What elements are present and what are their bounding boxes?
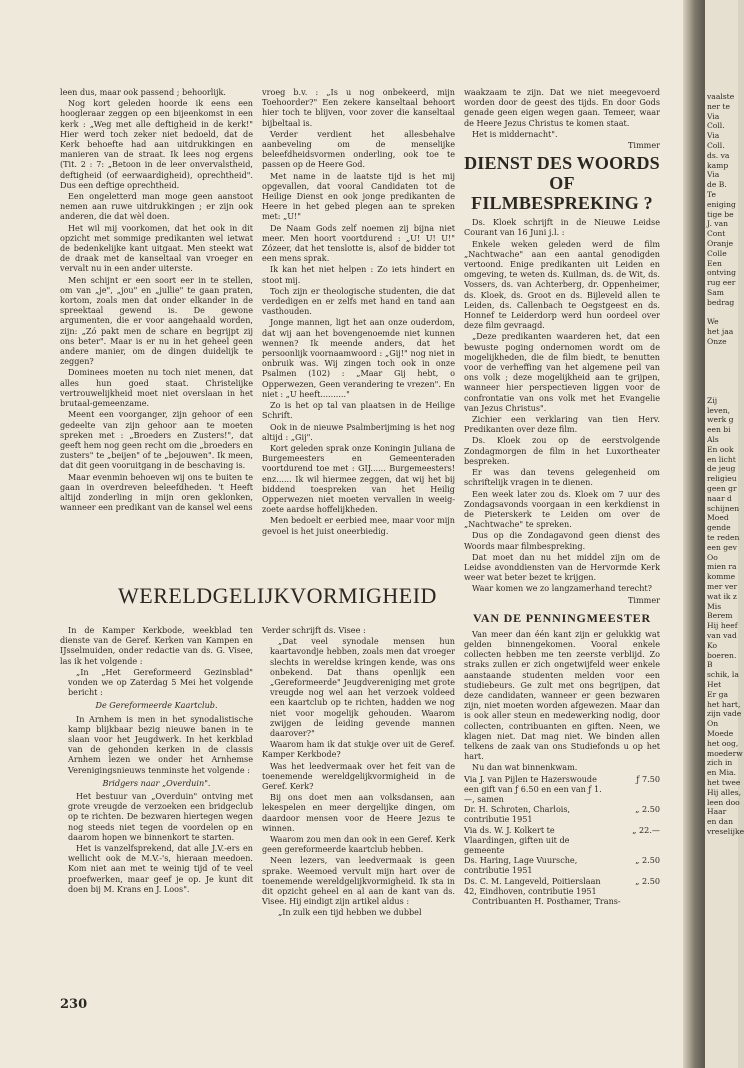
next-page-fragment: Het — [707, 680, 722, 689]
next-page-fragment: een bi — [707, 425, 731, 435]
next-page-fragment: en dan — [707, 817, 734, 827]
paragraph: Men schijnt er een soort eer in te stellen, om van „je", „jou" en „jullie" te gaan praten, kortom, zoals men dat onder elkander in de spreektaal gewend is. De gewone argumenten, die er voor aangehaald worden, zijn: „Zó pakt men de schare en begrijpt zij ons beter". Maar is er nu in het geheel geen andere manier, om de dingen duidelijk te zeggen? — [60, 274, 253, 367]
next-page-fragment: schik, la — [707, 670, 739, 680]
paragraph: Maar evenmin behoeven wij ons te buiten te gaan in overdreven beleefdheden. 't Heeft altijd zonderling in mijn oren geklonken, wanneer een predikant van de kansel wel eens — [60, 471, 253, 513]
paragraph: Zo is het op tal van plaatsen in de Heilige Schrift. — [262, 400, 455, 421]
next-page-fragment: Oo — [707, 552, 718, 562]
next-page-fragment: En ook — [707, 444, 734, 454]
next-page-fragment: komme — [707, 572, 736, 582]
next-page-fragment: Cont — [707, 229, 726, 239]
article-headline-wereldgelijkvormigheid: WERELDGELIJKVORMIGHEID — [118, 583, 437, 608]
ledger-amount: „ 2.50 — [635, 855, 660, 866]
next-page-fragment: ds. va — [707, 150, 730, 160]
next-page-fragment: wat ik z — [707, 591, 737, 601]
next-page-fragment: en Mia. — [707, 768, 736, 778]
next-page-fragment: moederw — [707, 748, 743, 758]
paragraph: Waar komen we zo langzamerhand terecht? — [472, 583, 653, 594]
ledger-description: Ds. Haring, Lage Vuursche, contributie 1951 — [464, 855, 578, 876]
ledger-description: Via ds. W. J. Kolkert te Vlaardingen, giften uit de gemeente — [464, 824, 570, 855]
paragraph: Neen lezers, van leedvermaak is geen sprake. Weemoed vervult mijn hart over de toenemende wereldgelijkvormigheid. Ik sta in dit opzicht geheel en al aan de kant van ds. Visee. Hij eindigt zijn artikel aldus : — [262, 855, 455, 907]
column-1-bottom — [60, 625, 253, 983]
next-page-fragment: en licht — [707, 454, 736, 464]
ledger-description: Dr. H. Schroten, Charlois, contributie 1951 — [464, 804, 571, 825]
paragraph: Waarom ham ik dat stukje over uit de Geref. Kamper Kerkbode? — [262, 739, 455, 760]
paragraph: Zichier een verklaring van tien Herv. Predikanten over deze film. — [464, 414, 660, 435]
donation-ledger — [464, 774, 660, 896]
paragraph: vroeg b.v. : „Is u nog onbekeerd, mijn Toehoorder?" Een zekere kanseltaal behoort hier toch te blijven, voor zover die kanseltaal bijbeltaal is. — [262, 87, 455, 128]
ledger-amount: ƒ 7.50 — [636, 773, 660, 784]
paragraph: Men bedoelt er eerbied mee, maar voor mijn gevoel is het juist oneerbiedig. — [262, 515, 455, 536]
next-page-fragment: te reden — [707, 533, 740, 542]
ledger-row — [464, 774, 660, 805]
paragraph: Ik kan het niet helpen : Zo iets hindert en stoot mij. — [262, 264, 455, 285]
next-page-fragment: We — [707, 317, 719, 327]
column-3 — [464, 87, 660, 987]
next-page-fragment: Via — [707, 131, 720, 141]
next-page-edge — [705, 0, 744, 1068]
next-page-fragment: werk g — [707, 415, 734, 425]
paragraph: Waarom zou men dan ook in een Geref. Kerk geen gereformeerde kaartclub hebben. — [262, 834, 455, 855]
next-page-fragment: Via — [707, 170, 720, 180]
paragraph: Was het leedvermaak over het feit van de toenemende wereldgelijkvormigheid in de Geref. Kerk? — [262, 760, 455, 792]
next-page-fragment: Zij — [707, 395, 718, 405]
paragraph: Nu dan wat binnenkwam. — [472, 762, 578, 773]
next-page-fragment: Moede — [707, 729, 734, 738]
column-2-bottom — [262, 625, 455, 983]
paragraph: Er was dan tevens gelegenheid om schriftelijk vragen in te dienen. — [464, 467, 660, 488]
ledger-row — [464, 876, 660, 896]
next-page-fragment: Sam — [707, 288, 724, 297]
next-page-fragment: gende — [707, 523, 731, 533]
next-page-fragment: Haar — [707, 807, 727, 817]
next-page-fragment: geen gr — [707, 484, 737, 493]
next-page-fragment: leven, — [707, 405, 731, 415]
next-page-fragment: On — [707, 719, 719, 729]
column-1-top — [60, 87, 253, 551]
next-page-fragment: het twee — [707, 778, 741, 787]
next-page-fragment: rug eer — [707, 278, 736, 288]
paragraph: Bij ons doet men aan volksdansen, aan lekespelen en meer dergelijke dingen, om daardoor mensen voor de Heere Jezus te winnen. — [262, 792, 455, 833]
ledger-row — [464, 855, 660, 875]
next-page-fragment: vaalste — [707, 92, 735, 101]
quote-paragraph: Het is vanzelfsprekend, dat alle J.V.-ers en wellicht ook de M.V.-'s, hieraan meedoen. Kom niet aan met te weinig tijd of te veel proefwerken, maar geef je op. Je kunt dit doen bij M. Krans en J. Loos". — [68, 843, 253, 894]
paragraph: Dominees moeten nu toch niet menen, dat alles hun goed staat. Christelijke vertrouwelijkheid moet niet overslaan in het brutaal-gemeenzame. — [60, 367, 253, 409]
ledger-row — [464, 825, 660, 856]
next-page-fragment: Ko — [707, 640, 718, 650]
page-number: 230 — [60, 997, 88, 1012]
next-page-fragment: het jaa — [707, 327, 734, 337]
next-page-fragment: tige be — [707, 209, 734, 219]
author-signature: Timmer — [628, 594, 660, 605]
ledger-description: Via J. van Pijlen te Hazerswoude een gift van ƒ 6.50 en een van ƒ 1.—, samen — [464, 773, 602, 804]
paragraph: Verder schrijft ds. Visee : — [262, 625, 366, 635]
next-page-fragment: mer ver — [707, 582, 738, 591]
paragraph: Ds. Kloek schrijft in de Nieuwe Leidse Courant van 16 Juni j.l. : — [464, 217, 660, 238]
next-page-fragment: Als — [707, 435, 719, 444]
next-page-fragment: B — [707, 660, 713, 670]
next-page-fragment: Te — [707, 190, 716, 199]
next-page-fragment: naar d — [707, 493, 732, 503]
next-page-fragment: Er ga — [707, 689, 728, 699]
paragraph: Meent een voorganger, zijn gehoor of een gedeelte van zijn gehoor aan te moeten spreken met : „Broeders en Zusters!", dat geeft hem nog geen recht om die „broeders en zusters" te „beijen" of te „bejouwen". Ik meen, dat dit geen vooruitgang in de beschaving is. — [60, 409, 253, 471]
next-page-fragment: eniging — [707, 199, 736, 209]
paragraph: waakzaam te zijn. Dat we niet meegevoerd worden door de geest des tijds. En door Gods genade geen eigen wegen gaan. Temeer, waar de Heere Jezus Christus te komen staat. — [464, 87, 660, 128]
paragraph: Dat moet dan nu het middel zijn om de Leidse avonddiensten van de Hervormde Kerk weer wat beter bezet te krijgen. — [464, 551, 660, 583]
paragraph: Ds. Kloek zou op de eerstvolgende Zondagmorgen de film in het Luxortheater bespreken. — [464, 435, 660, 466]
next-page-fragment: mien ra — [707, 562, 737, 572]
paragraph: Ook in de nieuwe Psalmberijming is het nog altijd : „Gij". — [262, 421, 455, 442]
next-page-fragment: bedrag — [707, 297, 735, 307]
next-page-fragment: Hij alles, — [707, 787, 742, 797]
quote-paragraph: „Dat veel synodale mensen hun kaartavondje hebben, zoals men dat vroeger slechts in wereldse kringen kende, was ons onbekend. Dat thans openlijk een „Gereformeerde" Jeugdvereniging met grote vreugde nog wel aan het verzoek voldeed een kaartclub op te richten, hadden we nog niet voor mogelijk gehouden. Waarom zwijgen de leiding gevende mannen daarover?" — [270, 636, 455, 739]
paragraph: Jonge mannen, ligt het aan onze ouderdom, dat wij aan het bovengenoemde niet kunnen wennen? Ik meende anders, dat het persoonlijk voornaamwoord : „Gij!" nog niet in onbruik was. Wij zingen toch ook in onze Psalmen (102) : „Maar Gij hebt, o Opperwezen, Geen verandering te vrezen". En niet : „U heeft.........." — [262, 317, 455, 399]
paragraph: Een week later zou ds. Kloek om 7 uur des Zondagsavonds voorgaan in een kerkdienst in de Pieterskerk te Leiden om over de „Nachtwache" te spreken. — [464, 488, 660, 530]
next-page-fragment: religieu — [707, 474, 737, 484]
next-page-fragment: Coll. — [707, 141, 725, 150]
next-page-fragment: Hij heef — [707, 621, 738, 631]
paragraph: De Naam Gods zelf noemen zij bijna niet meer. Men hoort voortdurend : „U! U! U!" Zózeer, dat het tenslotte is, alsof de bidder tot een mens sprak. — [262, 222, 455, 264]
next-page-fragment: ontving — [707, 268, 736, 278]
next-page-fragment: J. van — [707, 219, 728, 229]
heading-penningmeester: VAN DE PENNINGMEESTER — [473, 610, 651, 625]
next-page-fragment: van vad — [707, 631, 737, 640]
paragraph: Enkele weken geleden werd de film „Nachtwache" aan een aantal genodigden vertoond. Enige predikanten uit Leiden en omgeving, te weten ds. Kuilman, ds. de Wit, ds. Vossers, ds. van Achterberg, dr. Oppenheimer, ds. Kloek, ds. Groot en ds. Bijleveld allen te Leiden, ds. Callenbach te Oegstgeest en ds. Honnef te Leiderdorp werd hun oordeel over deze film gevraagd. — [464, 238, 660, 331]
quote-paragraph: „In zulk een tijd hebben we dubbel — [278, 907, 422, 918]
next-page-fragment: vreselijke — [707, 827, 744, 836]
next-page-fragment: een gev — [707, 542, 737, 552]
author-signature: Timmer — [628, 140, 660, 151]
subheading: Bridgers naar „Overduin". — [102, 777, 211, 788]
next-page-fragment: Onze — [707, 337, 727, 346]
paragraph: „Deze predikanten waarderen het, dat een bewuste poging ondernomen wordt om de mogelijkheden, die de film biedt, te benutten voor de verheffing van het algemene peil van ons volk ; deze mogelijkheid aan te grijpen, wanneer hier perspectieven liggen voor de confrontatie van ons volk met het Evangelie van Jezus Christus". — [464, 331, 660, 413]
paragraph: Van meer dan één kant zijn er gelukkig wat gelden binnengekomen. Vooral enkele collecten hebben me ten zeerste verblijd. Zo straks zullen er zich ongetwijfeld weer enkele aanstaande studenten melden voor een studiebeurs. Ge zult met ons begrijpen, dat deze candidaten, wanneer er geen bezwaren zijn, niet moeten worden afgewezen. Maar dan is ook aller steun en medewerking nodig, door collecten, contribuanten en giften. Neen, we klagen niet. Dat mag niet. We binden allen telkens de zaak van ons Studiefonds u op het hart. — [464, 628, 660, 762]
paragraph: Met name in de laatste tijd is het mij opgevallen, dat vooral Candidaten tot de Heilige Dienst en ook jonge predikanten de Heere in het gebed plegen aan te spreken met: „U!" — [262, 170, 455, 222]
next-page-fragment: Colle — [707, 248, 727, 258]
paragraph: Nog kort geleden hoorde ik eens een hoogleraar zeggen op een bijeenkomst in een kerk : „Weg met alle deftigheid in de kerk!" Hier werd toch zeker niet bedoeld, dat de Kerk behoefte had aan uitdrukkingen en manieren van de straat. Ik lees nog ergens (Tit. 2 : 7: „Betoon in de leer onvervalstheid, deftigheid (of eerwaardigheid), oprechtheid". Dus een deftige oprechtheid. — [60, 98, 253, 190]
next-page-fragment: kamp — [707, 160, 729, 170]
next-page-fragment: Oranje — [707, 239, 734, 248]
next-page-fragment: Moed — [707, 513, 729, 523]
next-page-fragment: Mis — [707, 601, 722, 611]
ledger-description: Ds. C. M. Langeveld, Poitierslaan 42, Eindhoven, contributie 1951 — [464, 875, 601, 896]
paragraph: In de Kamper Kerkbode, weekblad ten dienste van de Geref. Kerken van Kampen en IJsselmuiden, onder redactie van ds. G. Visee, las ik het volgende : — [60, 625, 253, 666]
column-2-top — [262, 87, 455, 551]
next-page-fragment: het hart, — [707, 699, 741, 709]
quote-paragraph: „In „Het Gereformeerd Gezinsblad" vonden we op Zaterdag 5 Mei het volgende bericht : — [68, 666, 253, 698]
next-page-fragment: ner te — [707, 101, 730, 111]
paragraph: Contribuanten H. Posthamer, Trans- — [472, 896, 621, 907]
next-page-fragment: de jeug — [707, 464, 736, 474]
ledger-amount: „ 2.50 — [635, 804, 660, 815]
quote-paragraph: Het bestuur van „Overduin" ontving met grote vreugde de verzoeken een bridgeclub op te richten. De bezwaren hiertegen wegen nog steeds niet tegen de voordelen op en daarom hopen we binnenkort te starten. — [68, 791, 253, 842]
paragraph: leen dus, maar ook passend ; behoorlijk. — [60, 87, 226, 97]
next-page-fragment: Coll. — [707, 121, 725, 131]
book-gutter — [683, 0, 705, 1068]
paragraph: Verder verdient het allesbehalve aanbeveling om de menselijke beleefdheidsvormen onderling, ook toe te passen op de Heere God. — [262, 128, 455, 170]
ledger-amount: „ 2.50 — [635, 875, 660, 886]
paragraph: Kort geleden sprak onze Koningin Juliana de Burgemeesters en Gemeenteraden voortdurend toe met : GIJ...... Burgemeesters! enz...... Ik wil hiermee zeggen, dat wij het bij biddend toespreken van het Heilig Opperwezen niet moeten vervallen in weeig-zoete aardse hoffelijkheden. — [262, 442, 455, 515]
next-page-fragment: het oog, — [707, 738, 739, 748]
next-page-fragment: Berem — [707, 611, 733, 621]
paragraph: Dus op die Zondagavond geen dienst des Woords maar filmbespreking. — [464, 530, 660, 551]
next-page-fragment: boeren. — [707, 650, 737, 660]
paragraph: Het is middernacht". — [472, 128, 558, 139]
ledger-amount: „ 22.— — [632, 824, 660, 835]
next-page-fragment: schijnen — [707, 503, 740, 513]
ledger-row — [464, 804, 660, 824]
next-page-fragment: Via — [707, 111, 720, 121]
heading-dienst-des-woords: DIENST DES WOORDS OF FILMBESPREKING ? — [464, 153, 660, 214]
paragraph: Het wil mij voorkomen, dat het ook in dit opzicht met sommige predikanten wel ietwat de bedenkelijke kant uitgaat. Men steekt wat de draak met de kanseltaal van vroeger en vervalt nu in een ander uiterste. — [60, 222, 253, 274]
paragraph: Een ongeletterd man moge geen aanstoot nemen aan ruwe uitdrukkingen ; er zijn ook anderen, die dat wèl doen. — [60, 191, 253, 222]
next-page-fragment: leen doo — [707, 797, 740, 807]
next-page-fragment: Een — [707, 258, 722, 268]
subheading: De Gereformeerde Kaartclub. — [95, 700, 218, 711]
paragraph: Toch zijn er theologische studenten, die dat verdedigen en er zelfs met hand en tand aan vasthouden. — [262, 285, 455, 317]
next-page-fragment: zich in — [707, 758, 733, 768]
next-page-fragment: zijn vade — [707, 709, 742, 719]
next-page-fragment: de B. — [707, 180, 727, 190]
quote-paragraph: In Arnhem is men in het synodalistische kamp blijkbaar bezig nieuwe banen in te slaan voor het Jeugdwerk. In het kerkblad van de gehonden kerken in de classis Arnhem lezen we onder het Arnhemse Verenigingsnieuws tenminste het volgende : — [68, 713, 253, 775]
